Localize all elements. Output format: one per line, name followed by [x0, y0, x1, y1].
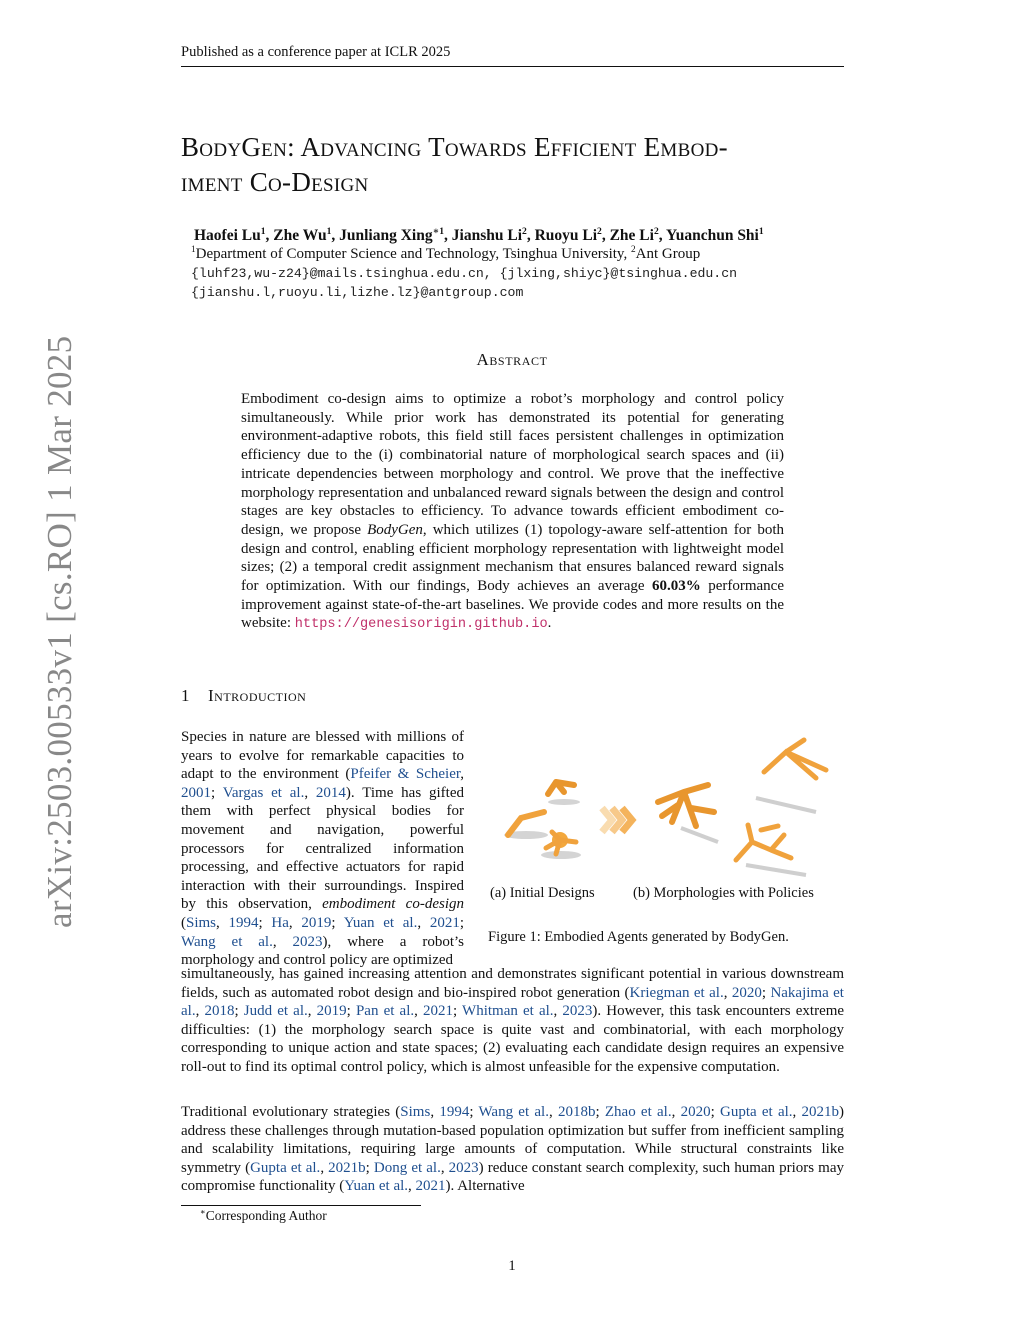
- shadow: [756, 798, 816, 812]
- citation-link[interactable]: Pan et al.: [355, 1003, 415, 1020]
- body-text: ). Alternative: [445, 1178, 525, 1195]
- footnote: [200, 1208, 327, 1224]
- arxiv-identifier: arXiv:2503.00533v1 [cs.RO] 1 Mar 2025: [40, 335, 79, 928]
- body-text: ;: [595, 1104, 605, 1120]
- body-text: ,: [430, 1104, 440, 1120]
- footnote-mark: ∗: [200, 1207, 206, 1217]
- citation-link[interactable]: Gupta et al.: [250, 1159, 321, 1176]
- citation-link[interactable]: 2018: [204, 1003, 235, 1020]
- body-text: ,: [548, 1104, 558, 1120]
- section-number: 1: [181, 686, 190, 705]
- body-text: ;: [365, 1159, 374, 1176]
- citation-link[interactable]: 2021: [429, 914, 460, 931]
- author-affiliation-mark: 2: [522, 225, 527, 237]
- title-line-1: BodyGen: Advancing Towards Efficient Embod-: [181, 132, 728, 162]
- subcaption-b: (b) Morphologies with Policies: [633, 885, 814, 901]
- running-header: Published as a conference paper at ICLR 2025: [181, 44, 451, 60]
- initial-designs-image: [504, 782, 581, 859]
- citation-link[interactable]: 2023: [292, 933, 323, 950]
- citation-link[interactable]: 2020: [680, 1104, 711, 1120]
- body-text: ,: [440, 1159, 449, 1176]
- intro-paragraph-2: [181, 1103, 844, 1196]
- body-text: Species in nature are blessed with millions of years to evolve for remarkable capacities to adapt to the environment (: [181, 729, 464, 783]
- agent-limb: [736, 825, 791, 860]
- body-text: ;: [761, 984, 771, 1001]
- body-text: ;: [331, 914, 344, 931]
- citation-link[interactable]: Whitman et al.: [462, 1003, 554, 1020]
- title-line-2: iment Co-Design: [181, 167, 369, 197]
- intro-paragraph-1-continued: [181, 965, 844, 1077]
- body-text: ,: [320, 1159, 329, 1176]
- author-name: Zhe Wu: [273, 227, 327, 244]
- intro-paragraph-1-wrapped: [181, 728, 464, 970]
- citation-link[interactable]: 2014: [315, 784, 346, 801]
- figure-1-illustration: [486, 730, 846, 980]
- figure-caption: Figure 1: Embodied Agents generated by BodyGen.: [488, 929, 789, 945]
- citation-link[interactable]: Zhao et al.: [604, 1104, 672, 1120]
- shadow: [541, 851, 581, 859]
- author-name: Junliang Xing: [339, 227, 433, 244]
- morphologies-with-policies-image: [658, 740, 826, 875]
- body-text: ,: [792, 1104, 802, 1120]
- body-text: ) address these challenges through mutation-based population optimization but suffer from inefficient sampling and scalability limitations, requiring large amounts of computation. While structural constraints like symmetry (: [181, 1104, 845, 1176]
- citation-link[interactable]: Ha: [271, 914, 289, 931]
- transition-arrows: [602, 808, 632, 832]
- citation-link[interactable]: 2019: [316, 1003, 347, 1020]
- body-text: ,: [671, 1104, 681, 1120]
- citation-link[interactable]: 2023: [448, 1159, 479, 1176]
- citation-link[interactable]: 2021b: [801, 1104, 840, 1120]
- abstract-improvement-value: 60.03%: [652, 578, 701, 595]
- author-affiliation-mark: 2: [597, 225, 602, 237]
- citation-link[interactable]: 1994: [439, 1104, 470, 1120]
- abstract-text-a: Embodiment co-design aims to optimize a robot’s morphology and control policy simultaneously. While prior work has demonstrated its potential for generating environment-adaptive robots, this field still faces persistent challenges in optimization efficiency due to the (i) combinatorial nature of morphological search spaces and (ii) intricate dependencies between morphology and control. We prove that the ineffective morphology representation and unbalanced reward signals between the design and control stages are key obstacles to efficiency. To advance towards efficient embodiment co-design, we propose: [241, 391, 784, 538]
- body-text: Traditional evolutionary strategies (: [181, 1104, 401, 1120]
- abstract-method-name: BodyGen: [367, 521, 423, 538]
- body-text: ). Time has gifted them with perfect physical bodies for movement and navigation, powerful processors for centralized information processing, and effective actuators for rapid interaction with their surroundings. Inspired by this observation,: [181, 784, 464, 913]
- section-title: Introduction: [208, 686, 307, 705]
- body-text: ;: [459, 914, 464, 931]
- section-heading: [181, 686, 306, 706]
- author-affiliation-mark: 2: [653, 225, 659, 237]
- author-affiliation-mark: 1: [326, 225, 332, 237]
- body-text: ;: [453, 1003, 463, 1020]
- agent-limb: [548, 782, 574, 794]
- shadow: [746, 865, 806, 875]
- citation-link[interactable]: Judd et al.: [243, 1003, 308, 1020]
- citation-link[interactable]: Gupta et al.: [720, 1104, 793, 1120]
- affiliations: [191, 246, 700, 263]
- shadow: [548, 799, 580, 805]
- body-text: ,: [414, 1003, 424, 1020]
- citation-link[interactable]: 2021: [423, 1003, 454, 1020]
- author-affiliation-mark: ∗1: [432, 225, 445, 237]
- author-list: Haofei Lu$^1$, Zhe Wu$^1$, Junliang Xing$^{∗1}$, Jianshu Li$^2$, Ruoyu Li$^2$, Zhe Li$^2$, Yuanchun Shi$^1$: [194, 225, 764, 244]
- body-text: ;: [469, 1104, 479, 1120]
- citation-link[interactable]: Yuan et al.: [344, 1178, 409, 1195]
- body-text: ,: [460, 766, 464, 783]
- author-name: Yuanchun Shi: [665, 227, 759, 244]
- emphasis-text: embodiment co-design: [322, 896, 464, 913]
- footnote-text: Corresponding Author: [205, 1208, 327, 1223]
- paper-title: [181, 130, 851, 200]
- citation-link[interactable]: 1994: [228, 914, 259, 931]
- citation-link[interactable]: Sims: [186, 914, 217, 931]
- body-text: ,: [288, 914, 302, 931]
- citation-link[interactable]: Kriegman et al.: [629, 984, 724, 1001]
- body-text: (: [181, 914, 186, 931]
- body-text: ;: [710, 1104, 720, 1120]
- body-text: ,: [723, 984, 732, 1001]
- figure-1: [486, 730, 846, 980]
- author-name: Zhe Li: [609, 227, 654, 244]
- header-rule: [181, 66, 844, 67]
- citation-link[interactable]: 2021: [415, 1178, 446, 1195]
- body-text: ,: [304, 784, 316, 801]
- author-affiliation-mark: 1: [758, 225, 764, 237]
- body-text: ). However, this task encounters extreme difficulties: (1) the morphology search space is quite vast and combinatorial, with each morphology corresponding to unique action and state spaces; (2) evaluating each candidate design requires an expensive roll-out to find its optimal control policy, which is almost unfeasible for the expensive computation.: [181, 1003, 845, 1075]
- citation-link[interactable]: 2023: [562, 1003, 593, 1020]
- body-text: ,: [553, 1003, 563, 1020]
- affiliation-2: Ant Group: [635, 246, 701, 262]
- citation-link[interactable]: 2020: [731, 984, 762, 1001]
- abstract-body: [241, 390, 784, 635]
- author-affiliation-mark: 1: [260, 225, 266, 237]
- citation-link[interactable]: 2018b: [557, 1104, 596, 1120]
- body-text: ,: [216, 914, 229, 931]
- abstract-text-c: performance improvement against state-of-the-art baselines. We provide codes and more results on the website:: [241, 578, 784, 632]
- citation-link[interactable]: Pfeifer & Scheier: [350, 766, 461, 783]
- author-name: Jianshu Li: [451, 227, 523, 244]
- citation-link[interactable]: Vargas et al.: [222, 784, 305, 801]
- author-name: Haofei Lu: [194, 227, 261, 244]
- footnote-rule: [181, 1205, 421, 1206]
- citation-link[interactable]: 2021b: [328, 1159, 366, 1176]
- project-website-link[interactable]: https://genesisorigin.github.io: [294, 617, 548, 633]
- body-text: ;: [211, 784, 223, 801]
- email-line-1: {luhf23,wu-z24}@mails.tsinghua.edu.cn, {jlxing,shiyc}@tsinghua.edu.cn: [191, 266, 738, 281]
- body-text: ;: [258, 914, 272, 931]
- affiliation-1: Department of Computer Science and Technology, Tsinghua University,: [195, 246, 631, 262]
- affiliation-mark-1: 1: [191, 245, 196, 255]
- citation-link[interactable]: Yuan et al.: [343, 914, 418, 931]
- citation-link[interactable]: Sims: [400, 1104, 431, 1120]
- body-text: ,: [272, 933, 293, 950]
- body-text: ,: [195, 1003, 205, 1020]
- body-text: ,: [307, 1003, 317, 1020]
- body-text: ;: [234, 1003, 244, 1020]
- body-text: ), where a robot’s morphology and control policy are optimized: [181, 933, 465, 969]
- agent-limb: [764, 740, 826, 778]
- citation-link[interactable]: Dong et al.: [373, 1159, 441, 1176]
- agent-limb: [658, 785, 714, 826]
- citation-link[interactable]: Wang et al.: [181, 933, 273, 950]
- subcaption-a: (a) Initial Designs: [490, 885, 595, 901]
- page-number: 1: [508, 1258, 516, 1274]
- body-text: simultaneously, has gained increasing attention and demonstrates significant potential in various downstream fields, such as automated robot design and bio-inspired robot generation (: [181, 966, 844, 1001]
- abstract-text-b: , which utilizes (1) topology-aware self-attention for both design and control, enabling efficient morphology representation with lightweight model sizes; (2) a temporal credit assignment mechanism that ensures balanced reward signals for optimization. With our findings, Body achieves an average: [241, 521, 784, 595]
- body-text: ,: [417, 914, 430, 931]
- citation-link[interactable]: 2001: [181, 784, 211, 801]
- body-text: ) reduce constant search complexity, such human priors may compromise functionality (: [181, 1159, 845, 1195]
- citation-link[interactable]: 2019: [301, 914, 332, 931]
- email-line-2: {jianshu.l,ruoyu.li,lizhe.lz}@antgroup.com: [191, 285, 524, 300]
- author-name: Ruoyu Li: [534, 227, 598, 244]
- citation-link[interactable]: Nakajima et al.: [181, 984, 844, 1020]
- abstract-heading: Abstract: [476, 350, 548, 369]
- body-text: ;: [346, 1003, 356, 1020]
- abstract-text-d: .: [547, 615, 552, 632]
- shadow: [681, 828, 718, 842]
- body-text: ,: [408, 1178, 416, 1195]
- affiliation-mark-2: 2: [630, 245, 636, 255]
- citation-link[interactable]: Wang et al.: [478, 1104, 549, 1120]
